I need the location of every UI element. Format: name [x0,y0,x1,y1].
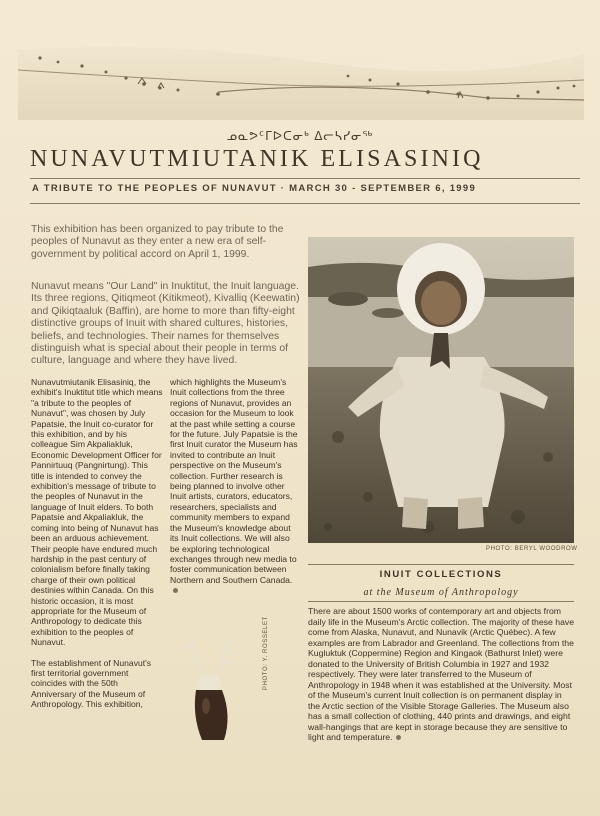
column-1-paragraph-1: Nunavutmiutanik Elisasiniq, the exhibit's Inuktitut title which means "a tribute to the peoples of Nunavut", was chosen by July Papatsie, the Inuit co-curator for this exhibition, and by his colleague Sim Akpaliakluk, Economic Development Officer for Pannirtuuq (Pangnirtung). This title is intended to convey the exhibition's message of tribute to the peoples of Nunavut in the language of Inuit elders. To both Papatsie and Akpaliakluk, the coming into being of Nunavut has been an arduous achievement. Their people have endured much hardship in the past century of colonialism before finally taking charge of their own political destinies within Canada. On this historic occasion, it is most appropriate for the Museum of Anthropology to dedicate this exhibition to the peoples of Nunavut. [31,377,163,648]
intro-paragraph-2: Nunavut means "Our Land" in Inuktitut, the Inuit language. Its three regions, Qitiqmeot (Kitikmeot), Kivalliq (Keewatin) and Qikiqtaaluk (Baffin), are home to more than fifty-eight distinctive groups of Inuit with shared cultures, histories, beliefs, and technologies. Their names for themselves distinguish what is special about their people in terms of culture, language and where they have lived. [31,281,300,367]
end-bullet-icon [396,735,401,740]
syllabic-title: ᓄᓇᕗᑦᒥᐅᑕᓂᒃ ᐃᓕᓴᓯᓂᖅ [226,129,374,143]
collections-title: INUIT COLLECTIONS [379,569,503,580]
banner-landscape-illustration [18,40,584,120]
child-in-parka-photo [308,237,574,543]
end-bullet-icon [173,588,178,593]
collections-bottom-rule [308,601,574,602]
column-1 [31,377,163,720]
main-photo-credit: PHOTO: BERYL WOODROW [486,546,578,552]
collections-subtitle: at the Museum of Anthropology [363,587,519,598]
page-title: NUNAVUTMIUTANIK ELISASINIQ [30,146,484,172]
carved-caribou-head-image [172,636,252,746]
collections-body: There are about 1500 works of contemporary art and objects from daily life in the Museum's Arctic collection. The majority of these have come from Alaska, Nunavut, and Nunavik (Arctic Québec). A few examples are from Labrador and Greenland. The collections from the Kugluktuk (Coppermine) Region and Kingaok (Bathurst Inlet) were donated to the University of British Columbia in 1927 and 1932 respectively. They were later transferred to the Museum of Anthropology in 1948 when it was established at the University. Most of the Museum's current Inuit collection is on permanent display in the Arctic section of the Visible Storage Galleries. The Museum also has a small collection of clothing, 440 prints and drawings, and eight wall-hangings that are kept in storage because they are sensitive to light and temperature. [308,606,575,742]
deer-photo-credit: PHOTO: Y. ROSSELET [263,616,269,690]
page-subtitle: A TRIBUTE TO THE PEOPLES OF NUNAVUT · MARCH 30 - SEPTEMBER 6, 1999 [32,183,477,194]
collections-top-rule [308,564,574,565]
column-2 [170,377,300,606]
title-divider [30,178,580,179]
subtitle-divider [30,203,580,204]
column-2-paragraph-1: which highlights the Museum's Inuit collections from the three regions of Nunavut, provides an occasion for the Museum to look at the past while setting a course for the future. July Papatsie is the first Inuit curator the Museum has invited to contribute an Inuit perspective on the Museum's collection. Further research is being planned to involve other Inuit artists, curators, educators, researchers, specialists and community members to expand the Museum's knowledge about its Inuit collections. We will also be exploring technological exchanges through new media to foster communication between Northern and Southern Canada. [170,377,300,596]
intro-paragraph-1: This exhibition has been organized to pay tribute to the peoples of Nunavut as they enter a new era of self-government by political accord on April 1, 1999. [31,224,284,260]
column-1-paragraph-2: The establishment of Nunavut's first territorial government coincides with the 50th Anniversary of the Museum of Anthropology. This exhibition, [31,657,152,710]
